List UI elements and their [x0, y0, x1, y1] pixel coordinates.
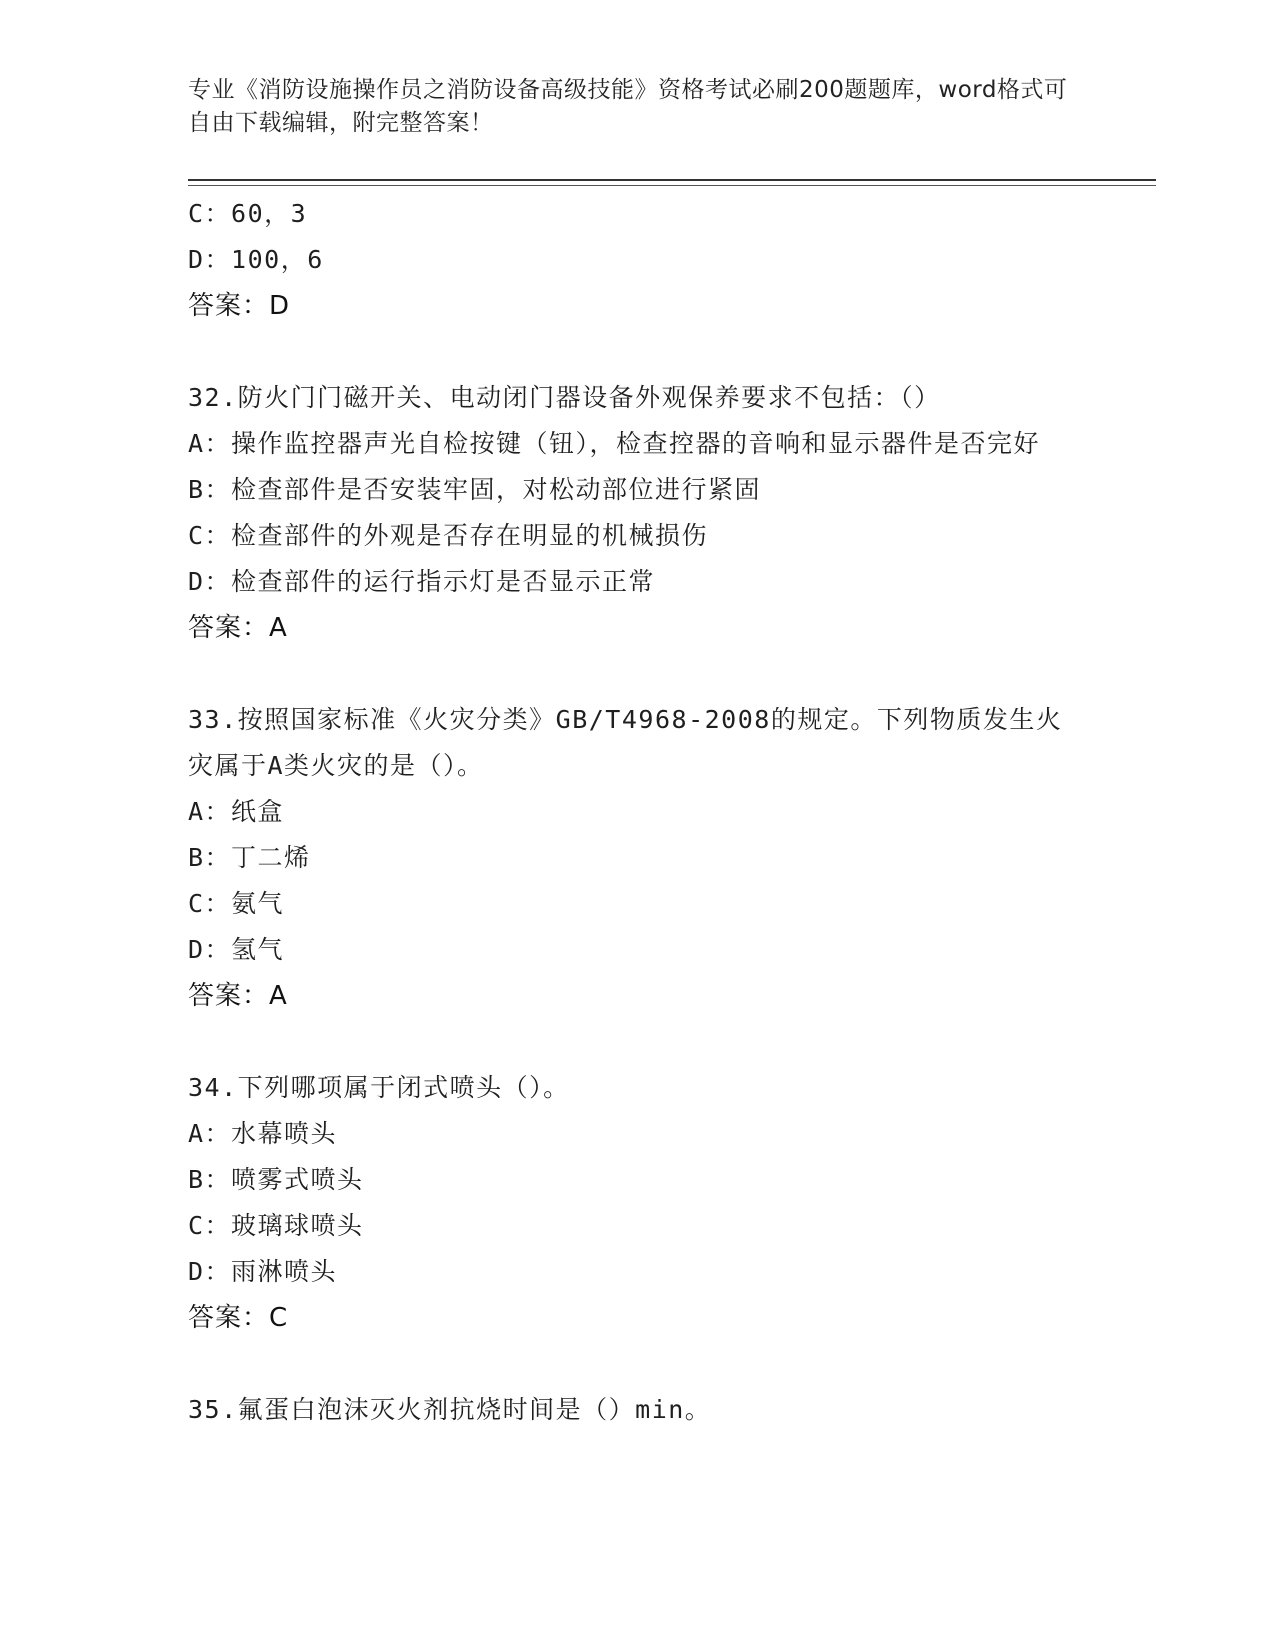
option-c: C：玻璃球喷头 — [188, 1211, 364, 1240]
question-stem: 32.防火门门磁开关、电动闭门器设备外观保养要求不包括：（） — [188, 383, 941, 412]
option-d: D：100，6 — [188, 245, 324, 274]
option-b: B：丁二烯 — [188, 843, 311, 872]
header-divider-thin — [188, 185, 1156, 186]
option-a: A：水幕喷头 — [188, 1119, 338, 1148]
spacer — [188, 1341, 1088, 1387]
question-stem: 34.下列哪项属于闭式喷头（）。 — [188, 1073, 570, 1102]
document-header: 专业《消防设施操作员之消防设备高级技能》资格考试必刷200题题库，word格式可自由下载编辑，附完整答案！ — [188, 77, 1068, 136]
option-d: D：检查部件的运行指示灯是否显示正常 — [188, 567, 656, 596]
option-a: A：操作监控器声光自检按键（钮），检查控器的音响和显示器件是否完好 — [188, 429, 1041, 458]
header-divider-thick — [188, 179, 1156, 181]
question-33 — [188, 697, 1088, 1019]
option-b: B：检查部件是否安装牢固，对松动部位进行紧固 — [188, 475, 762, 504]
question-list — [188, 191, 1088, 1433]
option-c: C：氨气 — [188, 889, 285, 918]
option-a: A：纸盒 — [188, 797, 285, 826]
question-31-continuation — [188, 191, 1088, 329]
option-c: C：60，3 — [188, 199, 308, 228]
spacer — [188, 651, 1088, 697]
answer-label: 答案：D — [188, 291, 291, 321]
spacer — [188, 1019, 1088, 1065]
question-32 — [188, 375, 1088, 651]
question-35 — [188, 1387, 1088, 1433]
question-34 — [188, 1065, 1088, 1341]
option-d: D：雨淋喷头 — [188, 1257, 338, 1286]
option-b: B：喷雾式喷头 — [188, 1165, 364, 1194]
question-stem: 35.氟蛋白泡沫灭火剂抗烧时间是（）min。 — [188, 1395, 712, 1424]
answer-label: 答案：A — [188, 981, 288, 1011]
spacer — [188, 329, 1088, 375]
option-d: D：氢气 — [188, 935, 285, 964]
question-stem: 33.按照国家标准《火灾分类》GB/T4968-2008的规定。下列物质发生火灾属于A类火灾的是（）。 — [188, 705, 1063, 780]
option-c: C：检查部件的外观是否存在明显的机械损伤 — [188, 521, 709, 550]
answer-label: 答案：A — [188, 613, 288, 643]
answer-label: 答案：C — [188, 1303, 289, 1333]
